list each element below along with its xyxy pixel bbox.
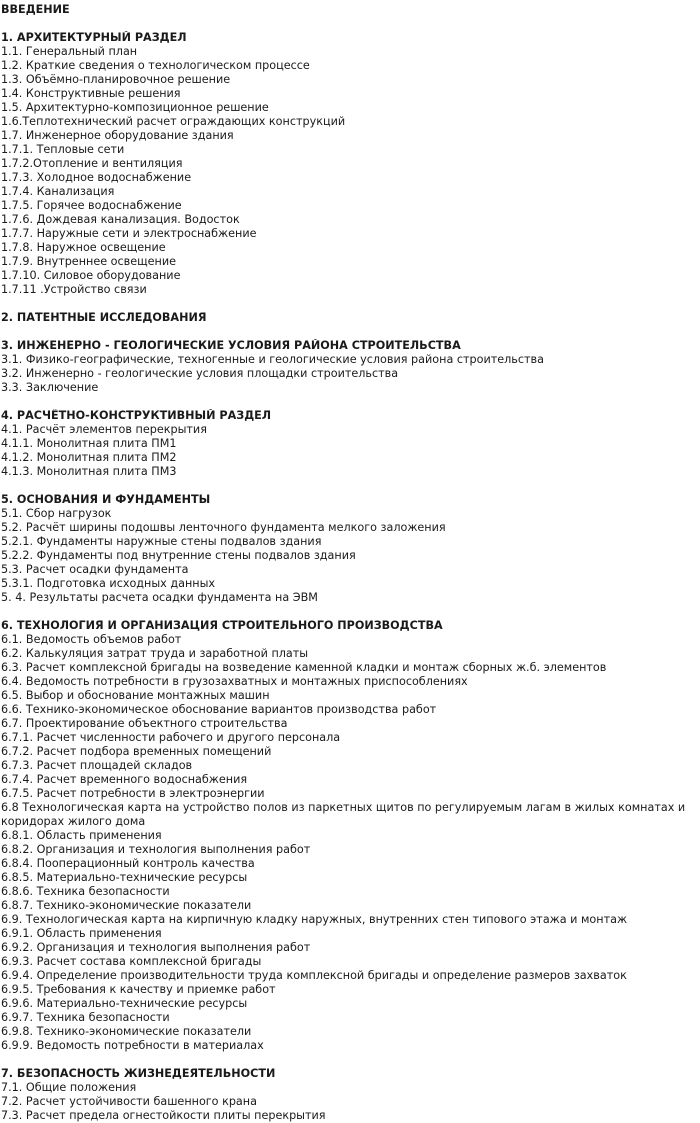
toc-item: 6.9. Технологическая карта на кирпичную кладку наружных, внутренних стен типового этажа и монтаж: [1, 913, 628, 926]
toc-item: 1.2. Краткие сведения о технологическом процессе: [1, 59, 310, 72]
toc-section: [0, 493, 700, 605]
toc-item: 4.1.2. Монолитная плита ПМ2: [1, 451, 177, 464]
toc-item: 6.6. Технико-экономическое обоснование вариантов производства работ: [1, 703, 437, 716]
section-heading: ВВЕДЕНИЕ: [1, 3, 70, 16]
toc-item: 6.8.4. Пооперационный контроль качества: [1, 857, 255, 870]
toc-item: 1.7.1. Тепловые сети: [1, 143, 125, 156]
toc-item: 1.3. Объёмно-планировочное решение: [1, 73, 231, 86]
toc-item: 6.8.1. Область применения: [1, 829, 162, 842]
toc-item: 5.2.1. Фундаменты наружные стены подвалов здания: [1, 535, 322, 548]
toc-item: 3.3. Заключение: [1, 381, 99, 394]
section-heading: 7. БЕЗОПАСНОСТЬ ЖИЗНЕДЕЯТЕЛЬНОСТИ: [1, 1067, 276, 1080]
toc-item: 6.8.6. Техника безопасности: [1, 885, 170, 898]
toc-item: 6.7. Проектирование объектного строительства: [1, 717, 288, 730]
toc-item: 6.9.6. Материально-технические ресурсы: [1, 997, 248, 1010]
toc-item: 1.7.11 .Устройство связи: [1, 283, 147, 296]
toc-item: 6.7.4. Расчет временного водоснабжения: [1, 773, 248, 786]
section-heading: 5. ОСНОВАНИЯ И ФУНДАМЕНТЫ: [1, 493, 211, 506]
toc-item: 1.4. Конструктивные решения: [1, 87, 181, 100]
toc-item: 6.9.1. Область применения: [1, 927, 162, 940]
toc-item: 7.3. Расчет предела огнестойкости плиты перекрытия: [1, 1109, 326, 1122]
toc-item: 6.8.2. Организация и технология выполнения работ: [1, 843, 311, 856]
section-spacer: [0, 325, 700, 339]
section-heading: 3. ИНЖЕНЕРНО - ГЕОЛОГИЧЕСКИЕ УСЛОВИЯ РАЙОНА СТРОИТЕЛЬСТВА: [1, 339, 461, 352]
toc-item: 6.7.1. Расчет численности рабочего и другого персонала: [1, 731, 341, 744]
toc-item: 5.2. Расчёт ширины подошвы ленточного фундамента мелкого заложения: [1, 521, 446, 534]
toc-item: 1.7.5. Горячее водоснабжение: [1, 199, 182, 212]
toc-section: [0, 31, 700, 297]
section-heading: 2. ПАТЕНТНЫЕ ИССЛЕДОВАНИЯ: [1, 311, 207, 324]
toc-item: 4.1. Расчёт элементов перекрытия: [1, 423, 207, 436]
toc-item: 5.3. Расчет осадки фундамента: [1, 563, 189, 576]
section-spacer: [0, 479, 700, 493]
section-spacer: [0, 297, 700, 311]
toc-item: 6.9.4. Определение производительности труда комплексной бригады и определение размеров захваток: [1, 969, 627, 982]
toc-item: 1.7.9. Внутреннее освещение: [1, 255, 177, 268]
section-heading: 1. АРХИТЕКТУРНЫЙ РАЗДЕЛ: [1, 31, 187, 44]
toc-item: 6.3. Расчет комплексной бригады на возведение каменной кладки и монтаж сборных ж.б. элементов: [1, 661, 607, 674]
toc-item: 4.1.3. Монолитная плита ПМ3: [1, 465, 177, 478]
toc-item: 1.7.7. Наружные сети и электроснабжение: [1, 227, 257, 240]
toc-item: 6.9.9. Ведомость потребности в материалах: [1, 1039, 264, 1052]
toc-section: [0, 1067, 700, 1123]
section-spacer: [0, 605, 700, 619]
toc-item: 1.1. Генеральный план: [1, 45, 138, 58]
toc-item: 5.2.2. Фундаменты под внутренние стены подвалов здания: [1, 549, 356, 562]
toc-item: 1.7.10. Силовое оборудование: [1, 269, 181, 282]
toc-item: 6.2. Калькуляция затрат труда и заработной платы: [1, 647, 309, 660]
toc-item: 7.1. Общие положения: [1, 1081, 137, 1094]
section-heading: 4. РАСЧЁТНО-КОНСТРУКТИВНЫЙ РАЗДЕЛ: [1, 409, 272, 422]
toc-item: 6.9.5. Требования к качеству и приемке работ: [1, 983, 276, 996]
toc-section: [0, 409, 700, 479]
toc-item: 6.7.5. Расчет потребности в электроэнергии: [1, 787, 265, 800]
toc-item: 1.7.8. Наружное освещение: [1, 241, 166, 254]
toc-item: 6.8 Технологическая карта на устройство полов из паркетных щитов по регулируемым лагам в жилых комнатах и коридорах жилого дома: [1, 801, 686, 828]
toc-item: 1.7. Инженерное оборудование здания: [1, 129, 234, 142]
toc-item: 4.1.1. Монолитная плита ПМ1: [1, 437, 177, 450]
toc-item: 3.2. Инженерно - геологические условия площадки строительства: [1, 367, 399, 380]
toc-item: 6.1. Ведомость объемов работ: [1, 633, 182, 646]
toc-item: 6.8.5. Материально-технические ресурсы: [1, 871, 248, 884]
toc-item: 1.6.Теплотехнический расчет ограждающих конструкций: [1, 115, 346, 128]
toc-section: [0, 339, 700, 395]
section-spacer: [0, 395, 700, 409]
toc-item: 1.5. Архитектурно-композиционное решение: [1, 101, 269, 114]
toc-item: 7.2. Расчет устойчивости башенного крана: [1, 1095, 257, 1108]
toc-item: 5.1. Сбор нагрузок: [1, 507, 112, 520]
toc-section: [0, 619, 700, 1053]
toc-item: 3.1. Физико-географические, техногенные и геологические условия района строительства: [1, 353, 544, 366]
toc-item: 6.4. Ведомость потребности в грузозахватных и монтажных приспособлениях: [1, 675, 468, 688]
section-spacer: [0, 1053, 700, 1067]
toc-section: [0, 3, 700, 17]
toc-item: 6.5. Выбор и обоснование монтажных машин: [1, 689, 270, 702]
toc-item: 5. 4. Результаты расчета осадки фундамента на ЭВМ: [1, 591, 318, 604]
toc-item: 6.8.7. Технико-экономические показатели: [1, 899, 252, 912]
toc-item: 1.7.3. Холодное водоснабжение: [1, 171, 192, 184]
section-heading: 6. ТЕХНОЛОГИЯ И ОРГАНИЗАЦИЯ СТРОИТЕЛЬНОГО ПРОИЗВОДСТВА: [1, 619, 443, 632]
toc-item: 6.9.7. Техника безопасности: [1, 1011, 170, 1024]
toc-item: 1.7.2.Отопление и вентиляция: [1, 157, 183, 170]
toc-item: 1.7.4. Канализация: [1, 185, 115, 198]
toc-section: [0, 311, 700, 325]
toc-item: 1.7.6. Дождевая канализация. Водосток: [1, 213, 240, 226]
toc-item: 6.9.3. Расчет состава комплексной бригады: [1, 955, 262, 968]
toc-item: 6.9.2. Организация и технология выполнения работ: [1, 941, 311, 954]
toc-item: 6.7.3. Расчет площадей складов: [1, 759, 193, 772]
toc-item: 6.9.8. Технико-экономические показатели: [1, 1025, 252, 1038]
toc-item: 6.7.2. Расчет подбора временных помещений: [1, 745, 272, 758]
toc-item: 5.3.1. Подготовка исходных данных: [1, 577, 216, 590]
section-spacer: [0, 17, 700, 31]
